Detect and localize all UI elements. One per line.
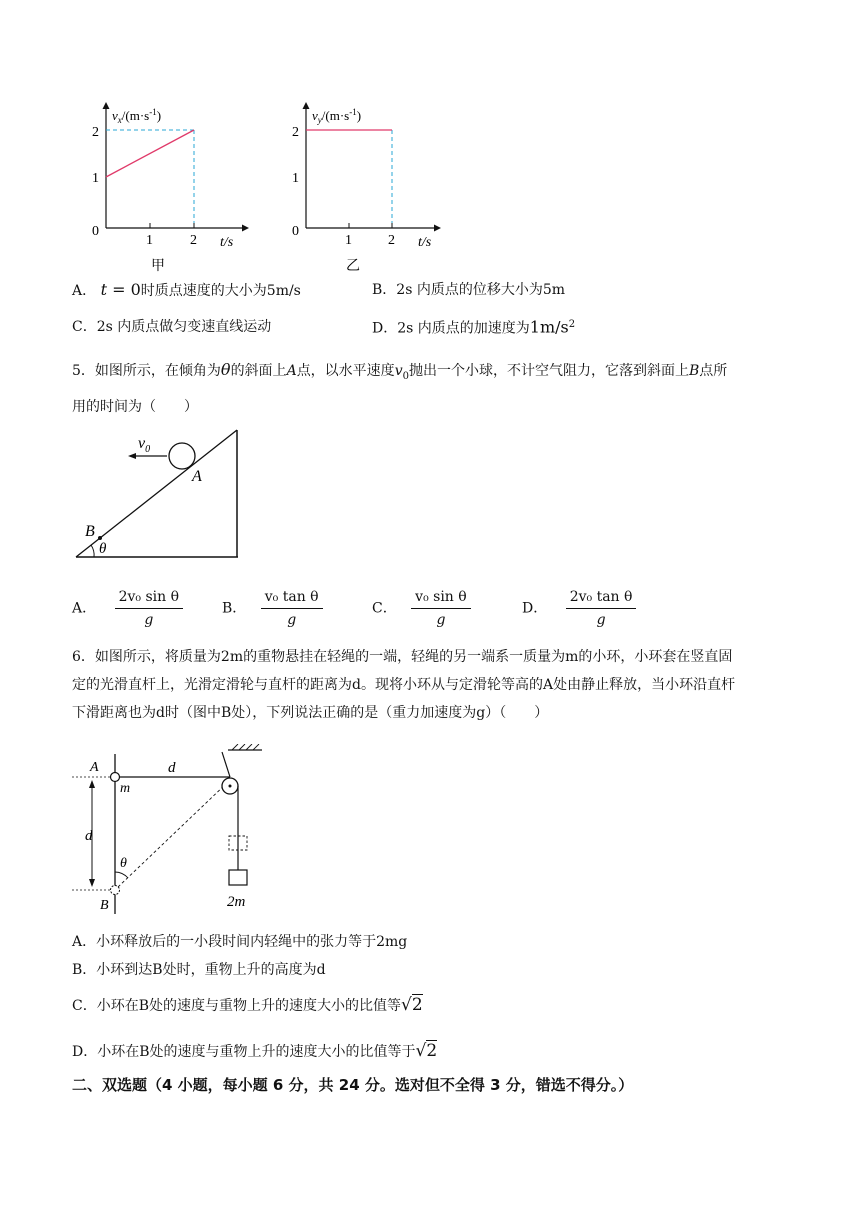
option-label: B． [222, 600, 247, 617]
q5-incline-figure [70, 426, 245, 564]
v0-main: v [138, 435, 146, 452]
y-label-v: v [112, 108, 118, 123]
math-t: t [100, 280, 108, 299]
option-label: C． [372, 600, 397, 617]
y-axis-arrow [303, 102, 310, 109]
ball [169, 443, 195, 469]
accel-exp: 2 [568, 319, 576, 330]
stem-text: 5．如图所示，在倾角为 [72, 363, 221, 379]
option-label: D． [372, 320, 398, 337]
option-text: 时质点速度的大小为5m/s [140, 283, 301, 299]
q4-option-a [72, 281, 301, 300]
q4-option-b [372, 281, 565, 299]
q6-option-d [72, 1042, 437, 1061]
q5-option-c [372, 588, 471, 629]
q6-stem-line2: 定的光滑直杆上，光滑定滑轮与直杆的距离为d。现将小环从与定滑轮等高的A处由静止释放，当小环沿直杆 [72, 677, 736, 693]
y-label-exp: -1 [349, 107, 357, 117]
option-text: 2s 内质点的位移大小为5m [396, 282, 566, 298]
point-b-dot [98, 536, 102, 540]
y-tick-label-2: 2 [92, 125, 99, 140]
q6-stem-line1: 6．如图所示，将质量为2m的重物悬挂在轻绳的一端，轻绳的另一端系一质量为m的小环，小环套在竖直固 [72, 649, 733, 665]
y-label-v: v [312, 108, 318, 123]
sqrt-value: 2 [426, 1041, 438, 1061]
y-axis-label [312, 107, 361, 125]
stem-text: 的斜面上 [230, 363, 287, 379]
denominator: g [596, 612, 606, 628]
label-a: A [90, 760, 99, 775]
fraction [411, 588, 471, 629]
pulley-bracket [222, 752, 230, 777]
q6-option-a: A．小环释放后的一小段时间内轻绳中的张力等于2mg [72, 934, 408, 950]
option-label: D． [522, 600, 548, 617]
velocity-graph-jia [80, 98, 250, 276]
point-a-label: A [192, 468, 202, 485]
stem-text: 点，以水平速度 [296, 363, 395, 379]
x-tick-label-1: 1 [146, 233, 153, 248]
q5-option-b [222, 588, 323, 629]
label-b: B [100, 898, 109, 913]
d-arrow-down [89, 879, 95, 887]
y-axis-arrow [103, 102, 110, 109]
weight-mass-label: 2m [227, 894, 246, 910]
theta-symbol: θ [220, 360, 231, 379]
denominator: g [287, 612, 297, 628]
y-label-unit: /(m·s [321, 108, 350, 123]
option-label: A． [72, 283, 97, 299]
option-text: 2s 内质点做匀变速直线运动 [96, 319, 272, 335]
numerator: v₀ tan θ [261, 588, 323, 609]
q6-option-b: B．小环到达B处时，重物上升的高度为d [72, 962, 326, 978]
sqrt-symbol: √ [401, 995, 412, 1015]
velocity-arrowhead [128, 453, 136, 459]
q5-option-a [72, 588, 183, 629]
option-label: C． [72, 319, 97, 335]
d-left-label: d [85, 828, 93, 844]
q6-pulley-figure [72, 744, 282, 916]
accel-value: 1m/s [529, 317, 569, 337]
fraction [261, 588, 323, 629]
option-label: B． [372, 282, 397, 298]
v0-sub: 0 [145, 444, 151, 455]
d-arrow-up [89, 780, 95, 788]
x-tick-label-2: 2 [190, 233, 197, 248]
weight [229, 870, 247, 885]
rope-diagonal-dashed [118, 782, 228, 887]
denominator: g [144, 612, 154, 628]
v0-sub: 0 [402, 370, 409, 382]
vx-series-line [106, 130, 194, 177]
point-b: B [688, 363, 700, 379]
q5-stem-line2: 用的时间为（ ） [72, 399, 198, 415]
theta-arc [115, 872, 128, 878]
x-tick-label-1: 1 [345, 233, 352, 248]
graph-caption: 甲 [151, 259, 165, 274]
v0-label [138, 435, 150, 455]
y-label-unit: /(m·s [121, 108, 150, 123]
origin-label: 0 [92, 224, 99, 239]
fraction [566, 588, 637, 629]
x-tick-label-2: 2 [388, 233, 395, 248]
ring-at-a [111, 773, 120, 782]
fraction [115, 588, 183, 629]
numerator: 2v₀ sin θ [115, 588, 183, 609]
d-top-label: d [168, 760, 176, 776]
option-text: D．小环在B处的速度与重物上升的速度大小的比值等于 [72, 1044, 416, 1060]
stem-text: 抛出一个小球，不计空气阻力，它落到斜面上 [408, 363, 689, 379]
y-label-exp: -1 [149, 107, 157, 117]
velocity-graph-yi [278, 98, 448, 276]
section-heading: 二、双选题（4 小题，每小题 6 分，共 24 分。选对但不全得 3 分，错选不得分。） [72, 1076, 634, 1094]
point-a: A [286, 363, 297, 379]
x-axis-label: t/s [220, 235, 234, 250]
y-label-close: ) [156, 108, 162, 123]
v0-symbol: v [394, 363, 403, 379]
x-axis-label: t/s [418, 235, 432, 250]
sqrt-symbol: √ [415, 1041, 427, 1061]
numerator: 2v₀ tan θ [566, 588, 637, 609]
y-label-sub: y [317, 115, 322, 125]
q6-option-c [72, 996, 423, 1015]
graph-caption: 乙 [346, 259, 360, 274]
option-text: 2s 内质点的加速度为 [397, 320, 530, 337]
point-b-label: B [85, 523, 95, 540]
stem-text: 点所 [699, 363, 728, 379]
numerator: v₀ sin θ [411, 588, 471, 609]
x-axis-arrow [434, 225, 441, 232]
q5-option-d [522, 588, 636, 629]
option-text: C．小环在B处的速度与重物上升的速度大小的比值等 [72, 998, 401, 1014]
q4-option-c [72, 318, 271, 336]
y-tick-label-2: 2 [292, 125, 299, 140]
pulley-axle [229, 785, 232, 788]
y-tick-label-1: 1 [92, 171, 99, 186]
theta-arc [91, 545, 94, 557]
theta-label: θ [99, 541, 107, 557]
y-label-close: ) [356, 108, 362, 123]
origin-label: 0 [292, 224, 299, 239]
y-axis-label [112, 107, 161, 125]
x-axis-arrow [242, 225, 249, 232]
q4-option-d [372, 316, 575, 338]
y-label-sub: x [117, 115, 122, 125]
q6-stem-line3: 下滑距离也为d时（图中B处），下列说法正确的是（重力加速度为g）（ ） [72, 705, 549, 721]
denominator: g [436, 612, 446, 628]
y-tick-label-1: 1 [292, 171, 299, 186]
q5-stem-line1 [72, 361, 727, 386]
label-m: m [120, 781, 131, 796]
ceiling-hatch [232, 744, 259, 750]
option-label: A． [72, 600, 97, 617]
theta-label: θ [120, 856, 127, 871]
sqrt-value: 2 [411, 995, 423, 1015]
math-eq: = 0 [107, 280, 141, 299]
